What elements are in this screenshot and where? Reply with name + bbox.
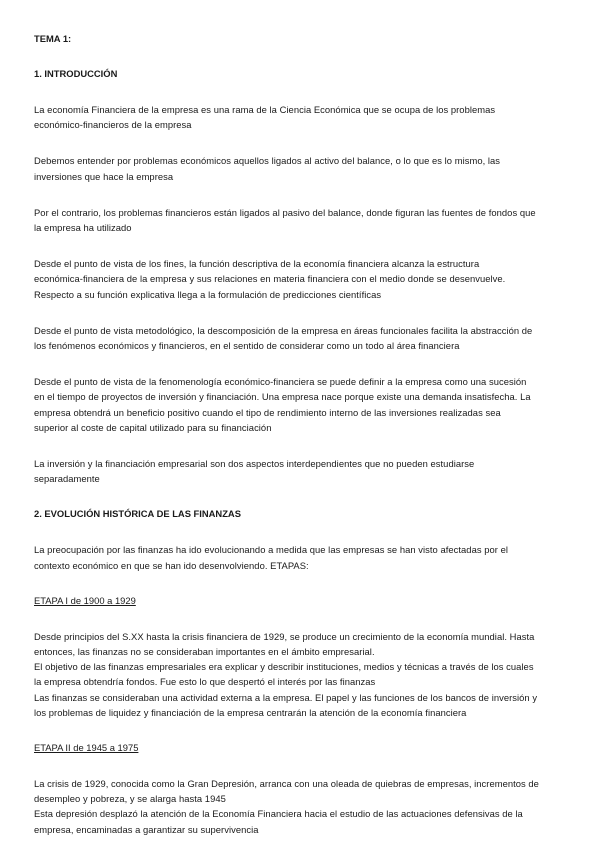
etapa-2-title: ETAPA II de 1945 a 1975 [34,742,139,754]
section-2-title: 2. EVOLUCIÓN HISTÓRICA DE LAS FINANZAS [34,508,241,520]
text-line: empresa, encaminadas a garantizar su supervivencia [34,823,259,835]
text-line: Por el contrario, los problemas financieros están ligados al pasivo del balance, donde figuran las fuentes de fondos que [34,206,536,218]
text-line: Desde el punto de vista de los fines, la función descriptiva de la economía financiera alcanza la estructura [34,258,480,270]
tema-title: TEMA 1: [34,33,72,44]
text-line: entonces, las finanzas no se consideraban importantes en el ámbito empresarial. [34,646,375,658]
section-1-title: 1. INTRODUCCIÓN [34,68,118,79]
intro-paragraph-7 [34,456,568,486]
text-line: La economía Financiera de la empresa es una rama de la Ciencia Económica que se ocupa de los problemas [34,104,496,115]
text-line: los fenómenos económicos y financieros, en el sentido de considerar como un todo al área financiera [34,340,460,352]
text-line: Desde principios del S.XX hasta la crisis financiera de 1929, se produce un crecimiento de la economía mundial. Hasta [34,630,535,642]
text-line: inversiones que hace la empresa [34,170,174,182]
intro-paragraph-1 [34,102,568,132]
text-line: El objetivo de las finanzas empresariales era explicar y describir instituciones, medios y técnicas a través de los cuales [34,661,534,673]
text-line: La crisis de 1929, conocida como la Gran Depresión, arranca con una oleada de quiebras de empresas, incrementos de [34,778,539,790]
text-line: en el tiempo de proyectos de inversión y financiación. Una empresa nace porque existe una demanda insatisfecha. La [34,391,531,403]
text-line: Respecto a su función explicativa llega a la formulación de predicciones científicas [34,288,382,300]
document-page [34,32,568,837]
text-line: la empresa ha utilizado [34,222,132,234]
text-line: Esta depresión desplazó la atención de la Economía Financiera hacia el estudio de las actuaciones defensivas de la [34,808,523,820]
text-line: la empresa obtendría fondos. Fue esto lo que despertó el interés por las finanzas [34,676,376,688]
text-line: económico-financieros de la empresa [34,119,192,131]
text-line: Desde el punto de vista metodológico, la descomposición de la empresa en áreas funcionales facilita la abstracción de [34,324,533,336]
etapa-2-paragraph [34,776,568,837]
text-line: Desde el punto de vista de la fenomenología económico-financiera se puede definir a la empresa como una sucesión [34,376,527,388]
text-line: Debemos entender por problemas económicos aquellos ligados al activo del balance, o lo que es lo mismo, las [34,155,501,167]
intro-paragraph-3 [34,205,568,235]
text-line: los problemas de liquidez y financiación de la empresa centrarán la atención de la economía financiera [34,706,467,718]
intro-paragraph-6 [34,374,568,435]
text-line: contexto económico en que se han ido desenvolviendo. ETAPAS: [34,559,309,571]
text-line: Las finanzas se consideraban una actividad externa a la empresa. El papel y las funciones de los bancos de inversión y [34,691,538,703]
text-line: superior al coste de capital utilizado para su financiación [34,421,272,433]
etapa-1-title: ETAPA I de 1900 a 1929 [34,594,136,606]
text-line: La preocupación por las finanzas ha ido evolucionando a medida que las empresas se han visto afectadas por el [34,544,508,556]
etapa-1-paragraph [34,629,568,720]
intro-paragraph-2 [34,153,568,183]
text-line: económica-financiera de la empresa y sus relaciones en materia financiera con el medio donde se desenvuelve. [34,273,506,285]
text-line: desempleo y pobreza, y se alarga hasta 1945 [34,793,226,805]
evolution-intro-paragraph [34,542,568,572]
intro-paragraph-5 [34,323,568,353]
text-line: La inversión y la financiación empresarial son dos aspectos interdependientes que no pueden estudiarse [34,458,475,470]
intro-paragraph-4 [34,256,568,302]
text-line: separadamente [34,473,100,485]
text-line: empresa obtendrá un beneficio positivo cuando el tipo de rendimiento interno de las inversiones realizadas sea [34,406,501,418]
